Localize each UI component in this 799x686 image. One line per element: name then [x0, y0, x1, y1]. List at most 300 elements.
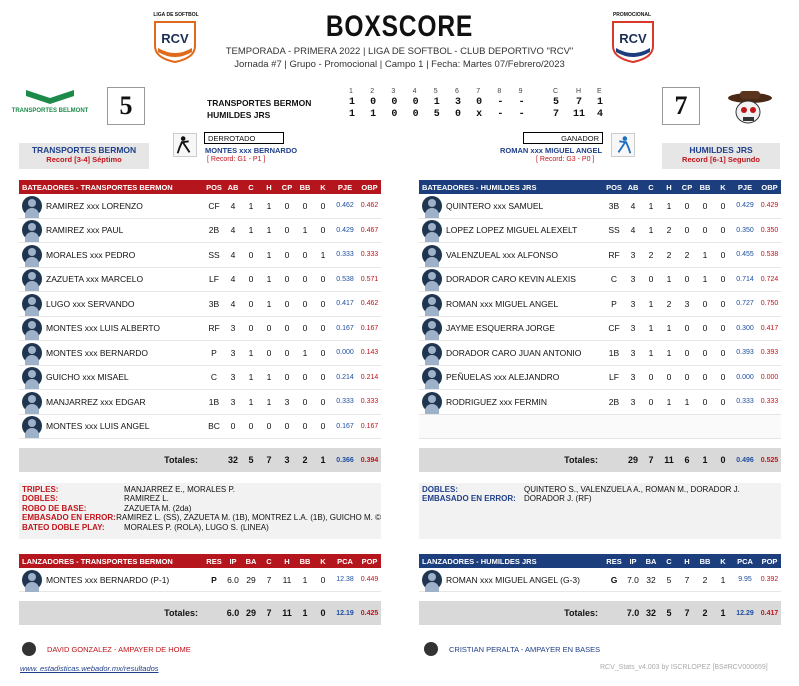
stat-cp: 2: [684, 249, 690, 260]
home-score: 7: [662, 87, 700, 125]
stat-h: 1: [666, 274, 672, 285]
stat-c: 0: [648, 396, 654, 407]
player-avatar: [422, 294, 442, 314]
stat-c: 1: [248, 347, 254, 358]
total-value: 2: [702, 608, 708, 618]
player-name: RAMIREZ xxx LORENZO: [46, 200, 143, 211]
table-row: [419, 366, 781, 391]
stat-cp: 0: [684, 323, 690, 334]
stat-bb: 0: [302, 249, 308, 260]
stat-cp: 0: [284, 347, 290, 358]
season-line: TEMPORADA - PRIMERA 2022 | LIGA DE SOFTBOL - CLUB DEPORTIVO "RCV": [225, 46, 574, 57]
total-value: 6.0: [226, 608, 240, 618]
note-label: ROBO DE BASE:: [22, 503, 87, 513]
table-row: [19, 390, 381, 415]
stat-pje: 0.455: [736, 251, 754, 259]
column-header: POP: [361, 556, 378, 566]
player-avatar: [22, 196, 42, 216]
team-total: 7: [552, 109, 559, 120]
home-pitching-header: [419, 554, 781, 568]
table-row: [419, 194, 781, 219]
inning-runs: 0: [412, 109, 419, 120]
home-batting-title: BATEADORES - HUMILDES JRS: [422, 182, 537, 192]
total-value: 0.417: [760, 609, 779, 617]
stat-pos: C: [610, 274, 618, 285]
stat-ab: 3: [230, 347, 236, 358]
inning-header: 2: [370, 88, 375, 95]
stat-pos: CF: [608, 323, 620, 334]
note-value: QUINTERO S., VALENZUELA A., ROMAN M., DORADOR J.: [524, 485, 740, 494]
column-header: CP: [281, 182, 293, 192]
stat-pos: SS: [208, 249, 220, 260]
stat-ba: 29: [246, 574, 256, 585]
stat-k: 1: [720, 574, 726, 585]
stat-k: 0: [320, 396, 326, 407]
total-value: 6: [684, 455, 690, 465]
note-row: [19, 523, 381, 532]
total-value: 11: [664, 455, 674, 465]
loser-record: [ Record: G1 - P1 ]: [207, 156, 266, 163]
column-header: K: [720, 556, 726, 566]
stat-ab: 3: [230, 372, 236, 383]
stat-c: 1: [648, 323, 654, 334]
stat-c: 1: [248, 396, 254, 407]
winner-record: [ Record: G3 - P0 ]: [536, 156, 595, 163]
player-avatar: [422, 269, 442, 289]
stat-k: 0: [720, 249, 726, 260]
stat-c: 0: [248, 298, 254, 309]
player-avatar: [22, 245, 42, 265]
stat-bb: 1: [302, 225, 308, 236]
stat-bb: 0: [702, 298, 708, 309]
stat-h: 7: [684, 574, 690, 585]
results-link[interactable]: www. estadisticas.webador.mx/resultados: [20, 664, 159, 673]
player-name: DORADOR CARO JUAN ANTONIO: [446, 347, 582, 358]
total-value: 0: [320, 608, 326, 618]
inning-header: 1: [349, 88, 353, 95]
stat-ab: 4: [230, 225, 236, 236]
table-row: [19, 268, 381, 293]
stat-pos: LF: [209, 274, 219, 285]
stat-bb: 0: [302, 396, 308, 407]
stat-bb: 2: [702, 574, 708, 585]
inning-runs: 5: [433, 109, 440, 120]
stat-c: 2: [648, 249, 654, 260]
player-name: VALENZUEAL xxx ALFONSO: [446, 249, 558, 260]
page-title: BOXSCORE: [325, 10, 474, 43]
player-name: LOPEZ LOPEZ MIGUEL ALEXELT: [446, 225, 578, 236]
totals-label: Totales:: [164, 455, 198, 465]
home-pitching-table: [419, 554, 781, 592]
column-header: POS: [206, 182, 222, 192]
stat-obp: 0.467: [360, 226, 379, 234]
team-total: 1: [596, 97, 603, 108]
away-notes: [19, 483, 381, 539]
inning-runs: 1: [348, 109, 355, 120]
total-value: 0.496: [736, 456, 754, 464]
column-header: K: [720, 182, 726, 192]
table-row: [19, 317, 381, 342]
group-logo-text: RCV: [619, 31, 647, 46]
total-value: 12.19: [336, 609, 354, 617]
total-value: 32: [645, 608, 656, 618]
stat-cp: 3: [684, 298, 690, 309]
player-avatar: [422, 367, 442, 387]
player-avatar: [22, 220, 42, 240]
player-avatar: [22, 269, 42, 289]
stat-obp: 0.000: [760, 373, 779, 381]
stat-bb: 1: [302, 574, 308, 585]
stat-ab: 4: [230, 249, 236, 260]
total-value: 11: [282, 608, 292, 618]
home-team-panel: [662, 143, 780, 169]
stat-pje: 0.727: [736, 300, 754, 308]
stat-obp: 0.167: [360, 324, 379, 332]
table-row: [19, 292, 381, 317]
stat-pos: P: [211, 347, 217, 358]
totals-label: Totales:: [564, 455, 598, 465]
stat-ab: 3: [630, 396, 636, 407]
stat-h: 1: [666, 200, 672, 211]
stat-k: 0: [320, 574, 326, 585]
home-pitching-title: LANZADORES - HUMILDES JRS: [422, 556, 537, 566]
home-umpire: DAVID GONZALEZ - AMPAYER DE HOME: [47, 645, 191, 654]
table-row: [419, 390, 781, 415]
stat-bb: 0: [702, 200, 708, 211]
stat-bb: 0: [302, 323, 308, 334]
column-header: PCA: [337, 556, 353, 566]
home-batting-table: [419, 180, 781, 439]
stat-c: 0: [648, 372, 654, 383]
total-value: 0.525: [760, 456, 779, 464]
stat-k: 0: [320, 421, 326, 432]
game-info-line: Jornada #7 | Grupo - Promocional | Campo 1 | Fecha: Martes 07/Febrero/2023: [234, 59, 565, 70]
inning-runs: -: [497, 97, 504, 108]
stat-ab: 3: [630, 274, 636, 285]
player-name: JAYME ESQUERRA JORGE: [446, 323, 555, 334]
team-total: 11: [572, 109, 585, 120]
note-row: [19, 513, 381, 522]
stat-bb: 0: [702, 347, 708, 358]
stat-h: 0: [266, 421, 272, 432]
stat-pje: 0.333: [336, 398, 354, 406]
away-pitching-title: LANZADORES - TRANSPORTES BERMON: [22, 556, 173, 566]
stat-obp: 0.214: [360, 373, 379, 381]
column-header: C: [266, 556, 272, 566]
total-value: 0: [720, 455, 726, 465]
stat-k: 0: [320, 200, 326, 211]
column-header: POP: [761, 556, 778, 566]
player-name: MORALES xxx PEDRO: [46, 249, 136, 260]
total-value: 5: [666, 608, 672, 618]
stat-c: 1: [248, 372, 254, 383]
stat-pje: 0.429: [736, 202, 754, 210]
totals-label: Totales:: [564, 608, 598, 618]
team-total: 4: [596, 109, 603, 120]
pitcher-avatar: [22, 570, 42, 590]
stat-k: 0: [720, 372, 726, 383]
stat-ba: 32: [646, 574, 656, 585]
stat-cp: 0: [684, 274, 690, 285]
stat-bb: 1: [302, 347, 308, 358]
player-avatar: [22, 367, 42, 387]
player-name: QUINTERO xxx SAMUEL: [446, 200, 544, 211]
stat-cp: 0: [284, 225, 290, 236]
table-row: [19, 341, 381, 366]
away-team-record: Record [3-4] Séptimo: [46, 155, 122, 164]
total-value: 5: [248, 455, 254, 465]
player-name: MONTES xxx LUIS ALBERTO: [46, 323, 160, 334]
stat-k: 0: [320, 323, 326, 334]
total-value: 7: [648, 455, 654, 465]
pitcher-avatar: [422, 570, 442, 590]
inning-runs: 1: [433, 97, 440, 108]
stat-h: 1: [666, 396, 672, 407]
stat-pos: 3B: [608, 200, 620, 211]
player-name: PEÑUELAS xxx ALEJANDRO: [446, 372, 560, 383]
stat-ab: 0: [230, 421, 236, 432]
stat-c: 5: [666, 574, 672, 585]
stat-pos: 3B: [208, 298, 220, 309]
player-avatar: [422, 318, 442, 338]
stat-res: P: [211, 574, 217, 585]
stat-cp: 0: [284, 372, 290, 383]
home-umpire-icon: [22, 642, 36, 656]
stat-bb: 0: [702, 323, 708, 334]
player-avatar: [22, 416, 42, 436]
stat-res: G: [610, 574, 618, 585]
stat-cp: 0: [284, 298, 290, 309]
column-header: H: [266, 182, 272, 192]
total-value: 29: [627, 455, 638, 465]
column-header: IP: [229, 556, 237, 566]
table-row: [419, 568, 781, 592]
stat-cp: 1: [684, 396, 690, 407]
stat-cp: 0: [684, 200, 690, 211]
stat-k: 0: [720, 396, 726, 407]
inning-header: 5: [433, 88, 438, 95]
total-header: H: [576, 88, 582, 95]
inning-runs: 0: [476, 97, 483, 108]
stat-pje: 0.300: [736, 324, 754, 332]
stat-pos: P: [611, 298, 617, 309]
column-header: AB: [227, 182, 239, 192]
home-team-record: Record [6-1] Segundo: [682, 155, 760, 164]
total-value: 7: [266, 608, 272, 618]
stat-c: 1: [648, 298, 654, 309]
stat-c: 0: [648, 274, 654, 285]
table-row: [19, 568, 381, 592]
stat-k: 0: [720, 298, 726, 309]
table-row: [419, 292, 781, 317]
linescore-away-team: TRANSPORTES BERMON: [207, 98, 312, 108]
table-row: [419, 268, 781, 293]
stat-ab: 4: [230, 274, 236, 285]
stat-bb: 0: [302, 298, 308, 309]
column-header: RES: [606, 556, 622, 566]
stat-c: 1: [648, 200, 654, 211]
column-header: PJE: [337, 182, 353, 192]
stat-obp: 0.333: [360, 398, 379, 406]
stat-pca: 12.38: [336, 576, 354, 583]
stat-k: 0: [720, 347, 726, 358]
stat-h: 11: [282, 574, 292, 585]
stat-c: 1: [648, 225, 654, 236]
stat-h: 1: [666, 323, 672, 334]
inning-header: 9: [518, 88, 523, 95]
note-row: [19, 504, 381, 513]
table-row: [419, 317, 781, 342]
note-label: EMBASADO EN ERROR:: [22, 513, 116, 523]
note-value: ZAZUETA M. (2da): [124, 503, 192, 513]
stat-k: 0: [320, 225, 326, 236]
player-name: MONTES xxx LUIS ANGEL: [46, 421, 150, 432]
stat-ab: 3: [630, 249, 636, 260]
column-header: C: [248, 182, 254, 192]
inning-header: 4: [412, 88, 417, 95]
home-team-logo-icon: [726, 88, 774, 126]
team-total: 7: [575, 97, 582, 108]
total-value: 0.394: [360, 456, 379, 464]
inning-runs: 0: [391, 109, 398, 120]
total-value: 0.425: [360, 609, 379, 617]
away-score: 5: [107, 87, 145, 125]
column-header: IP: [629, 556, 637, 566]
stat-pos: SS: [608, 225, 620, 236]
stat-bb: 1: [702, 274, 708, 285]
player-avatar: [422, 343, 442, 363]
column-header: K: [320, 182, 326, 192]
stat-pje: 0.167: [336, 324, 354, 332]
stat-h: 1: [266, 298, 272, 309]
column-header: BA: [245, 556, 257, 566]
stat-obp: 0.429: [760, 202, 779, 210]
total-value: 7.0: [626, 608, 640, 618]
total-value: 1: [702, 455, 708, 465]
stat-pje: 0.333: [736, 398, 754, 406]
inning-runs: 3: [454, 97, 461, 108]
note-value: MORALES P. (ROLA), LUGO S. (LINEA): [124, 522, 269, 532]
column-header: POS: [606, 182, 622, 192]
stat-bb: 0: [702, 225, 708, 236]
stat-c: 1: [648, 347, 654, 358]
note-label: TRIPLES:: [22, 485, 59, 494]
stat-pje: 0.000: [336, 349, 354, 357]
player-name: MONTES xxx BERNARDO: [46, 347, 149, 358]
column-header: PCA: [737, 556, 753, 566]
table-row: [419, 243, 781, 268]
player-name: RAMIREZ xxx PAUL: [46, 225, 124, 236]
base-umpire: CRISTIAN PERALTA - AMPAYER EN BASES: [449, 645, 601, 654]
table-row: [419, 341, 781, 366]
stat-h: 2: [666, 225, 672, 236]
stat-ab: 3: [630, 372, 636, 383]
stat-bb: 0: [302, 274, 308, 285]
total-value: 3: [284, 455, 290, 465]
total-header: E: [597, 88, 602, 95]
stat-ab: 3: [230, 323, 236, 334]
away-team-name: TRANSPORTES BERMON: [31, 145, 137, 155]
stat-ip: 6.0: [227, 574, 239, 585]
stat-ab: 3: [630, 298, 636, 309]
pitcher-name: MONTES xxx BERNARDO (P-1): [46, 574, 170, 585]
stat-pos: RF: [608, 249, 620, 260]
total-value: 0.366: [336, 456, 354, 464]
inning-header: 6: [455, 88, 459, 95]
total-value: 29: [245, 608, 256, 618]
note-row: [19, 494, 381, 503]
losing-pitcher-icon: [173, 133, 197, 157]
linescore-home-team: HUMILDES JRS: [207, 110, 271, 120]
stat-obp: 0.462: [360, 202, 379, 210]
stat-bb: 1: [702, 249, 708, 260]
stat-h: 0: [266, 347, 272, 358]
winning-pitcher-icon: [611, 133, 635, 157]
stat-pos: 2B: [208, 225, 220, 236]
column-header: H: [684, 556, 690, 566]
stat-pos: BC: [208, 421, 220, 432]
base-umpire-icon: [424, 642, 438, 656]
stat-h: 1: [266, 249, 272, 260]
player-avatar: [22, 318, 42, 338]
away-batting-table: [19, 180, 381, 439]
stat-ip: 7.0: [627, 574, 639, 585]
column-header: OBP: [761, 182, 778, 192]
inning-runs: 0: [454, 109, 461, 120]
note-label: EMBASADO EN ERROR:: [422, 494, 516, 504]
stat-ab: 3: [630, 323, 636, 334]
stat-bb: 0: [702, 372, 708, 383]
stat-cp: 0: [684, 347, 690, 358]
stat-pca: 9.95: [738, 576, 752, 583]
stat-bb: 0: [302, 421, 308, 432]
stat-h: 2: [666, 249, 672, 260]
winner-label: GANADOR: [523, 132, 603, 144]
total-value: 1: [320, 455, 326, 465]
stat-h: 2: [666, 298, 672, 309]
player-avatar: [422, 196, 442, 216]
league-logo-text: RCV: [161, 31, 189, 46]
stat-c: 0: [248, 421, 254, 432]
stat-cp: 0: [284, 200, 290, 211]
column-header: C: [666, 556, 672, 566]
version-stamp: RCV_Stats_v4.003 by ISCRLOPEZ [BS#RCV000659]: [600, 664, 768, 671]
stat-bb: 0: [702, 396, 708, 407]
column-header: BA: [645, 556, 657, 566]
stat-pje: 0.393: [736, 349, 754, 357]
total-value: 1: [302, 608, 308, 618]
inning-runs: -: [518, 109, 525, 120]
league-logo-caption: LIGA DE SOFTBOL: [153, 12, 199, 18]
stat-pje: 0.429: [336, 226, 354, 234]
stat-k: 0: [320, 347, 326, 358]
away-pitching-header: [19, 554, 381, 568]
stat-pos: RF: [208, 323, 220, 334]
totals-label: Totales:: [164, 608, 198, 618]
player-name: ZAZUETA xxx MARCELO: [46, 274, 144, 285]
note-label: DOBLES:: [22, 494, 58, 504]
total-header: C: [553, 88, 559, 95]
away-batting-totals: [19, 448, 381, 472]
total-value: 32: [227, 455, 238, 465]
stat-obp: 0.571: [360, 275, 379, 283]
stat-pje: 0.167: [336, 422, 354, 430]
stat-pos: 1B: [608, 347, 620, 358]
column-header: H: [284, 556, 290, 566]
column-header: BB: [699, 182, 711, 192]
stat-ab: 4: [230, 200, 236, 211]
stat-h: 1: [266, 225, 272, 236]
